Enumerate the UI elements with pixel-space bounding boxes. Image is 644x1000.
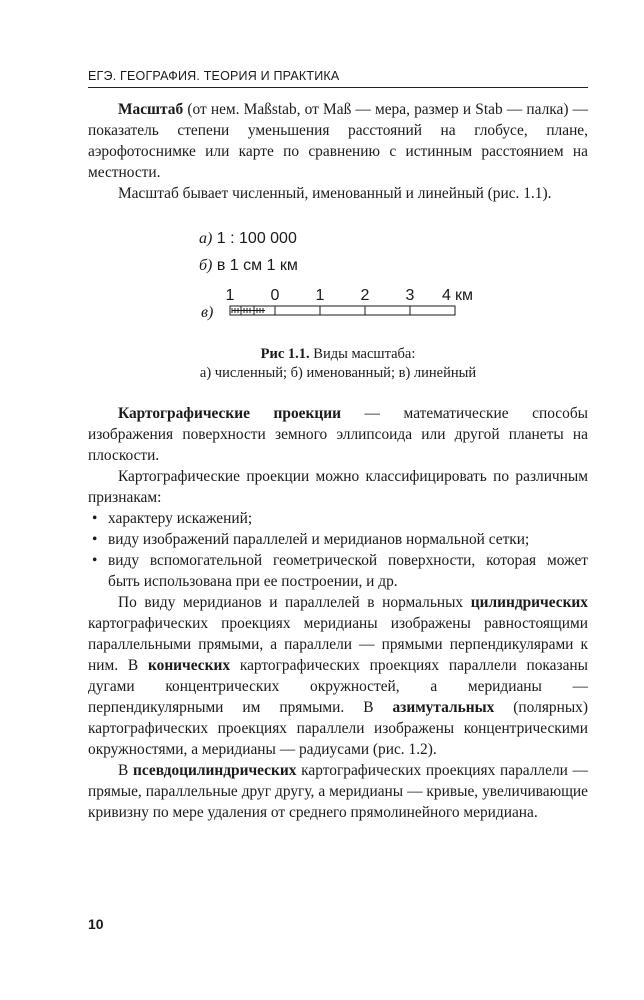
tick-label-left-1: 1 <box>225 287 235 304</box>
paragraph-classification: Картографические проекции можно классифицировать по различным признакам: <box>88 468 588 506</box>
text-run: В <box>118 762 134 779</box>
scale-bar-subdivisions <box>232 306 410 315</box>
numeric-scale-value: 1 : 100 000 <box>216 230 297 247</box>
tick-label-3: 3 <box>405 287 415 304</box>
numeric-scale-label: а) <box>199 230 213 247</box>
term-projections: Картографические проекции <box>118 405 341 422</box>
linear-scale-label: в) <box>201 304 214 321</box>
text-run: картографических проекциях параллели — прямые, параллельные друг другу, а меридианы — кривые, увеличивающие кривизну по мере удаления от среднего прямолинейного меридиана. <box>88 762 588 821</box>
text-run: (полярных) картографических проекциях параллели изображены концентрическими окружностями, а меридианы — радиусами (рис. 1.2). <box>88 699 588 758</box>
tick-label-0: 0 <box>270 287 280 304</box>
numeric-scale <box>199 230 297 248</box>
list-item: • виду вспомогательной геометрической поверхности, которая может быть использована при ее построении, и др. <box>88 550 588 592</box>
running-header: ЕГЭ. ГЕОГРАФИЯ. ТЕОРИЯ И ПРАКТИКА <box>88 69 588 88</box>
text-run: По виду меридианов и параллелей в нормальных <box>118 594 471 611</box>
caption-line-1 <box>88 345 588 364</box>
paragraph-scale-types: Масштаб бывает численный, именованный и линейный (рис. 1.1). <box>118 185 552 202</box>
linear-scale <box>199 284 509 324</box>
paragraph-scale-definition <box>88 99 588 183</box>
page-number: 10 <box>88 916 104 932</box>
classification-list <box>88 508 588 592</box>
caption-title-text: Виды масштаба: <box>309 346 416 362</box>
paragraph-projections-definition <box>88 403 588 466</box>
scale-definition-text: (от нем. Maßstab, от Maß — мера, размер и Stab — палка) — показатель степени уменьшения расстояний на глобусе, плане, аэрофотоснимке или карте по сравнению с истинным расстоянием на местности. <box>88 101 588 181</box>
list-item: • виду изображений параллелей и меридианов нормальной сетки; <box>88 529 588 550</box>
paragraph-projection-types <box>88 592 588 760</box>
text-run: картографических проекциях параллели показаны дугами концентрических окружностей, а меридианы — перпендикулярными им прямыми. В <box>88 657 588 716</box>
text-block-projections <box>88 403 588 823</box>
caption-figure-number: Рис 1.1. <box>260 346 310 362</box>
figure-scales <box>199 228 519 328</box>
paragraph-pseudocylindrical <box>88 760 588 823</box>
named-scale-label: б) <box>199 257 213 274</box>
text-block-top <box>88 99 588 204</box>
tick-label-4: 4 <box>442 287 451 304</box>
term-cylindrical: цилиндрических <box>470 594 588 611</box>
term-azimuthal: азимутальных <box>392 699 495 716</box>
list-item: • характеру искажений; <box>88 508 588 529</box>
caption-line-2: а) численный; б) именованный; в) линейный <box>199 365 477 381</box>
term-conic: конических <box>147 657 231 674</box>
term-pseudocylindrical: псевдоцилиндрических <box>133 762 297 779</box>
text-run: картографических проекциях меридианы изображены равностоящими параллельными прямыми, а параллели — прямыми перпендикулярами к ним. В <box>88 615 588 674</box>
tick-label-1: 1 <box>315 287 325 304</box>
named-scale <box>199 257 298 275</box>
named-scale-value: в 1 см 1 км <box>216 257 298 274</box>
figure-caption <box>88 345 588 383</box>
projections-definition-text: — математические способы изображения поверхности земного эллипсоида или другой планеты на плоскости. <box>88 405 588 464</box>
term-scale: Масштаб <box>118 101 184 118</box>
tick-label-2: 2 <box>360 287 370 304</box>
scale-unit: км <box>455 287 473 304</box>
